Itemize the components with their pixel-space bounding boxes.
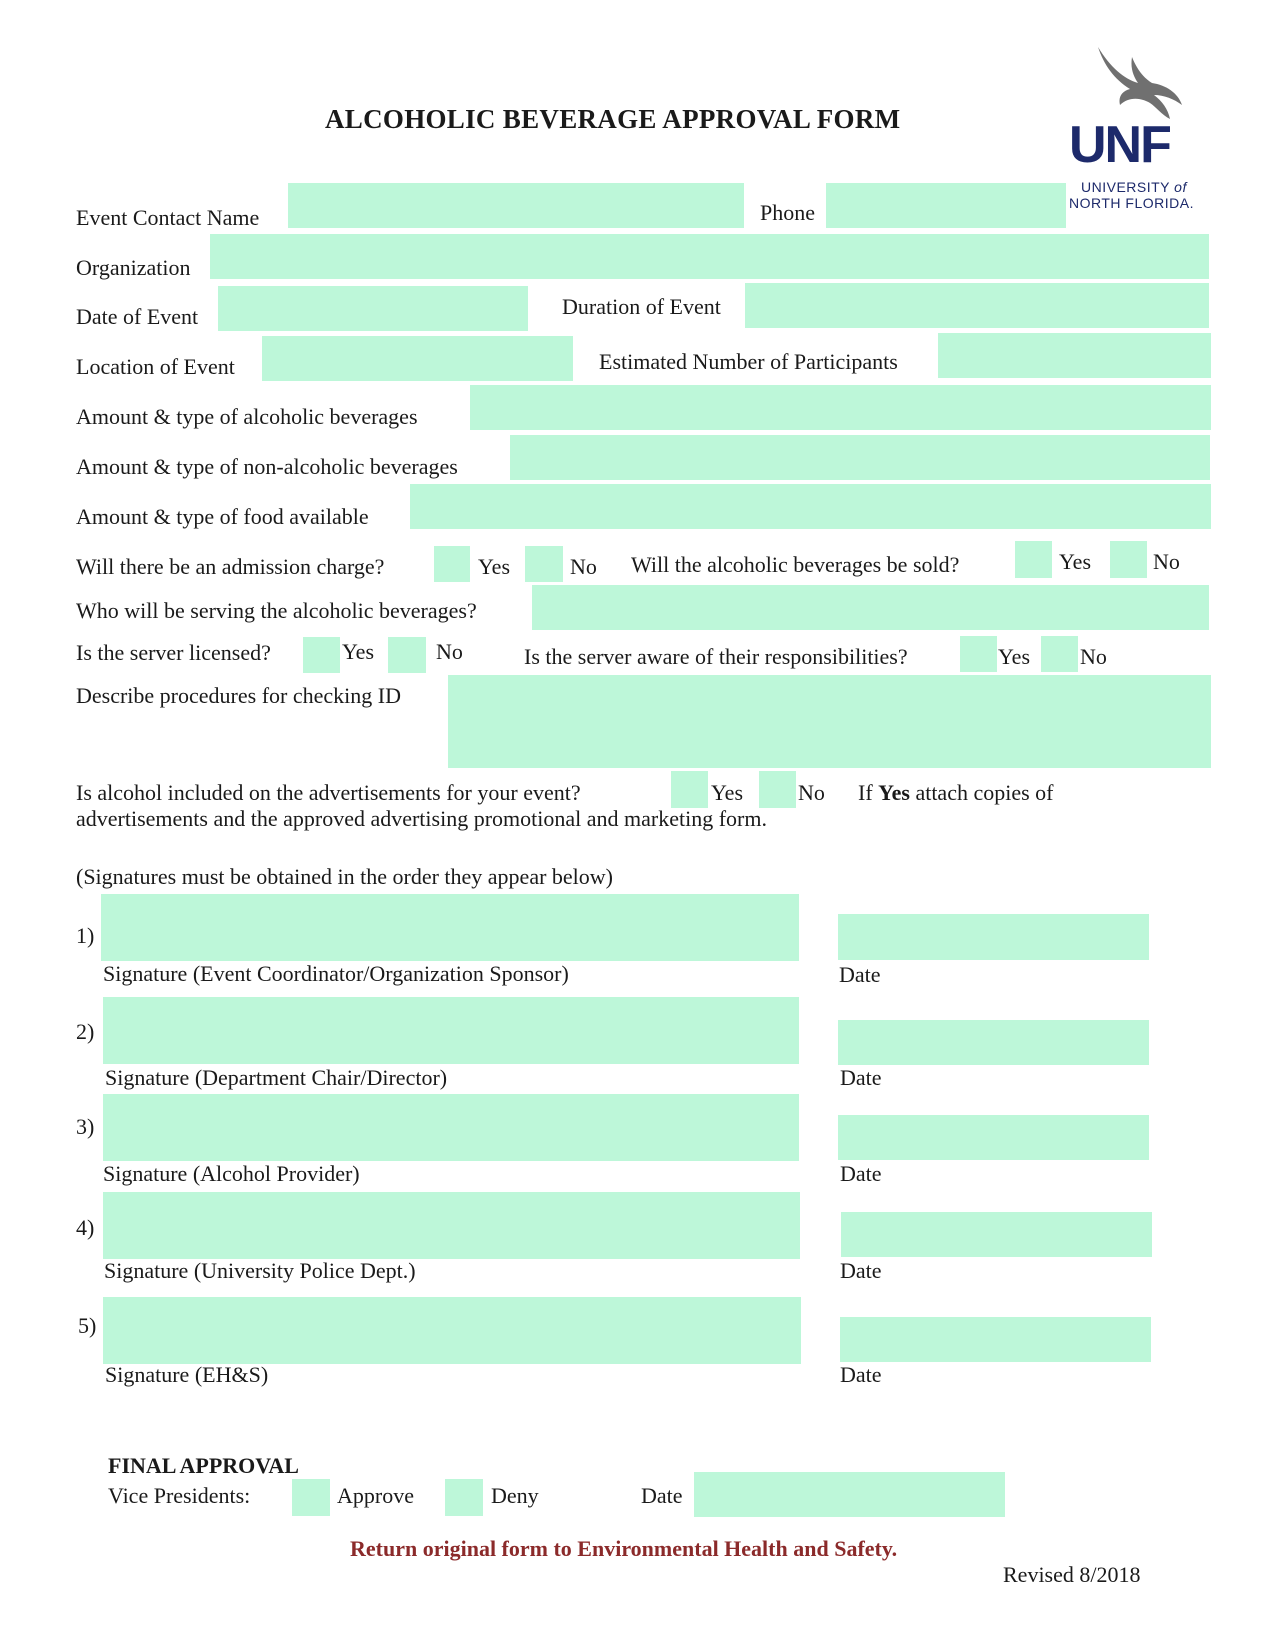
final-date-label: Date <box>641 1483 683 1508</box>
label-date-of-event: Date of Event <box>76 304 199 329</box>
signature-3-date-field[interactable] <box>838 1115 1149 1160</box>
signature-1-field[interactable] <box>101 894 799 961</box>
approve-label: Approve <box>337 1483 414 1508</box>
label-serving: Who will be serving the alcoholic beverages? <box>76 598 477 623</box>
signature-3-field[interactable] <box>103 1094 799 1161</box>
signature-4-number: 4) <box>76 1215 95 1240</box>
organization-field[interactable] <box>210 234 1209 279</box>
label-participants: Estimated Number of Participants <box>599 349 898 374</box>
label-food: Amount & type of food available <box>76 504 369 529</box>
signature-5-label: Signature (EH&S) <box>105 1362 269 1387</box>
sold-no-label: No <box>1153 549 1180 574</box>
signature-5-field[interactable] <box>103 1297 801 1364</box>
signature-4-field[interactable] <box>103 1192 800 1259</box>
label-aware: Is the server aware of their responsibilities? <box>524 644 908 669</box>
label-location: Location of Event <box>76 354 235 379</box>
ads-yes-checkbox[interactable] <box>671 771 708 808</box>
logo-wordmark: UNF <box>1069 116 1170 174</box>
signature-2-date-label: Date <box>840 1065 882 1090</box>
nonalcoholic-beverages-field[interactable] <box>510 435 1210 480</box>
vice-presidents-label: Vice Presidents: <box>108 1483 251 1508</box>
phone-field[interactable] <box>826 183 1066 228</box>
location-field[interactable] <box>262 336 573 381</box>
food-field[interactable] <box>410 484 1211 529</box>
signature-4-date-label: Date <box>840 1258 882 1283</box>
ads-no-label: No <box>798 780 825 805</box>
signature-order-note: (Signatures must be obtained in the order they appear below) <box>76 864 614 889</box>
label-duration: Duration of Event <box>562 294 721 319</box>
ads-no-checkbox[interactable] <box>759 771 796 808</box>
duration-field[interactable] <box>745 283 1209 328</box>
signature-2-number: 2) <box>76 1019 95 1044</box>
contact-name-field[interactable] <box>288 183 744 228</box>
ads-yes-label: Yes <box>711 780 744 805</box>
sold-yes-checkbox[interactable] <box>1015 541 1052 578</box>
aware-no-checkbox[interactable] <box>1041 636 1078 672</box>
form-title: ALCOHOLIC BEVERAGE APPROVAL FORM <box>325 104 901 134</box>
label-sold: Will the alcoholic beverages be sold? <box>631 552 960 577</box>
final-approval-heading: FINAL APPROVAL <box>108 1453 299 1478</box>
aware-no-label: No <box>1080 644 1107 669</box>
unf-logo <box>1070 45 1200 215</box>
signature-1-number: 1) <box>76 923 95 948</box>
licensed-no-label: No <box>436 639 463 664</box>
label-admission: Will there be an admission charge? <box>76 554 385 579</box>
signature-3-label: Signature (Alcohol Provider) <box>103 1161 360 1186</box>
label-phone: Phone <box>760 200 815 225</box>
signature-3-date-label: Date <box>840 1161 882 1186</box>
signature-5-date-label: Date <box>840 1362 882 1387</box>
licensed-yes-label: Yes <box>342 639 375 664</box>
label-organization: Organization <box>76 255 191 280</box>
signature-3-number: 3) <box>76 1114 95 1139</box>
admission-yes-label: Yes <box>478 554 511 579</box>
label-licensed: Is the server licensed? <box>76 640 271 665</box>
label-ads-question: Is alcohol included on the advertisements for your event? <box>76 780 581 805</box>
aware-yes-checkbox[interactable] <box>960 636 997 672</box>
checking-id-field[interactable] <box>448 675 1211 768</box>
signature-4-label: Signature (University Police Dept.) <box>104 1258 416 1283</box>
deny-checkbox[interactable] <box>445 1479 483 1516</box>
deny-label: Deny <box>491 1483 539 1508</box>
date-of-event-field[interactable] <box>218 286 528 331</box>
signature-2-label: Signature (Department Chair/Director) <box>105 1065 448 1090</box>
signature-5-date-field[interactable] <box>840 1317 1151 1362</box>
signature-1-label: Signature (Event Coordinator/Organization Sponsor) <box>103 961 569 986</box>
logo-line-1: UNIVERSITY of <box>1081 179 1187 195</box>
aware-yes-label: Yes <box>998 644 1031 669</box>
logo-line-2: NORTH FLORIDA. <box>1069 195 1194 211</box>
admission-no-checkbox[interactable] <box>525 546 563 582</box>
admission-no-label: No <box>570 554 597 579</box>
signature-5-number: 5) <box>78 1313 97 1338</box>
label-checking-id: Describe procedures for checking ID <box>76 683 401 708</box>
label-nonalcoholic: Amount & type of non-alcoholic beverages <box>76 454 458 479</box>
signature-1-date-field[interactable] <box>838 914 1149 960</box>
osprey-icon <box>1090 45 1185 120</box>
signature-1-date-label: Date <box>839 962 881 987</box>
signature-4-date-field[interactable] <box>841 1212 1152 1257</box>
label-contact-name: Event Contact Name <box>76 205 260 230</box>
revised-date: Revised 8/2018 <box>1003 1562 1141 1587</box>
alcoholic-beverages-field[interactable] <box>470 385 1211 430</box>
licensed-no-checkbox[interactable] <box>388 637 426 673</box>
sold-no-checkbox[interactable] <box>1110 541 1147 578</box>
final-date-field[interactable] <box>694 1472 1005 1517</box>
licensed-yes-checkbox[interactable] <box>303 637 340 673</box>
sold-yes-label: Yes <box>1059 549 1092 574</box>
participants-field[interactable] <box>938 333 1211 378</box>
signature-2-date-field[interactable] <box>838 1020 1149 1065</box>
signature-2-field[interactable] <box>103 997 799 1064</box>
serving-field[interactable] <box>532 585 1209 630</box>
ads-attach-note: If Yes attach copies of <box>858 780 1054 805</box>
approve-checkbox[interactable] <box>292 1479 330 1516</box>
label-alcoholic: Amount & type of alcoholic beverages <box>76 404 418 429</box>
admission-yes-checkbox[interactable] <box>434 546 470 582</box>
return-form-note: Return original form to Environmental Health and Safety. <box>350 1536 898 1561</box>
ads-line-2: advertisements and the approved advertising promotional and marketing form. <box>76 806 767 831</box>
